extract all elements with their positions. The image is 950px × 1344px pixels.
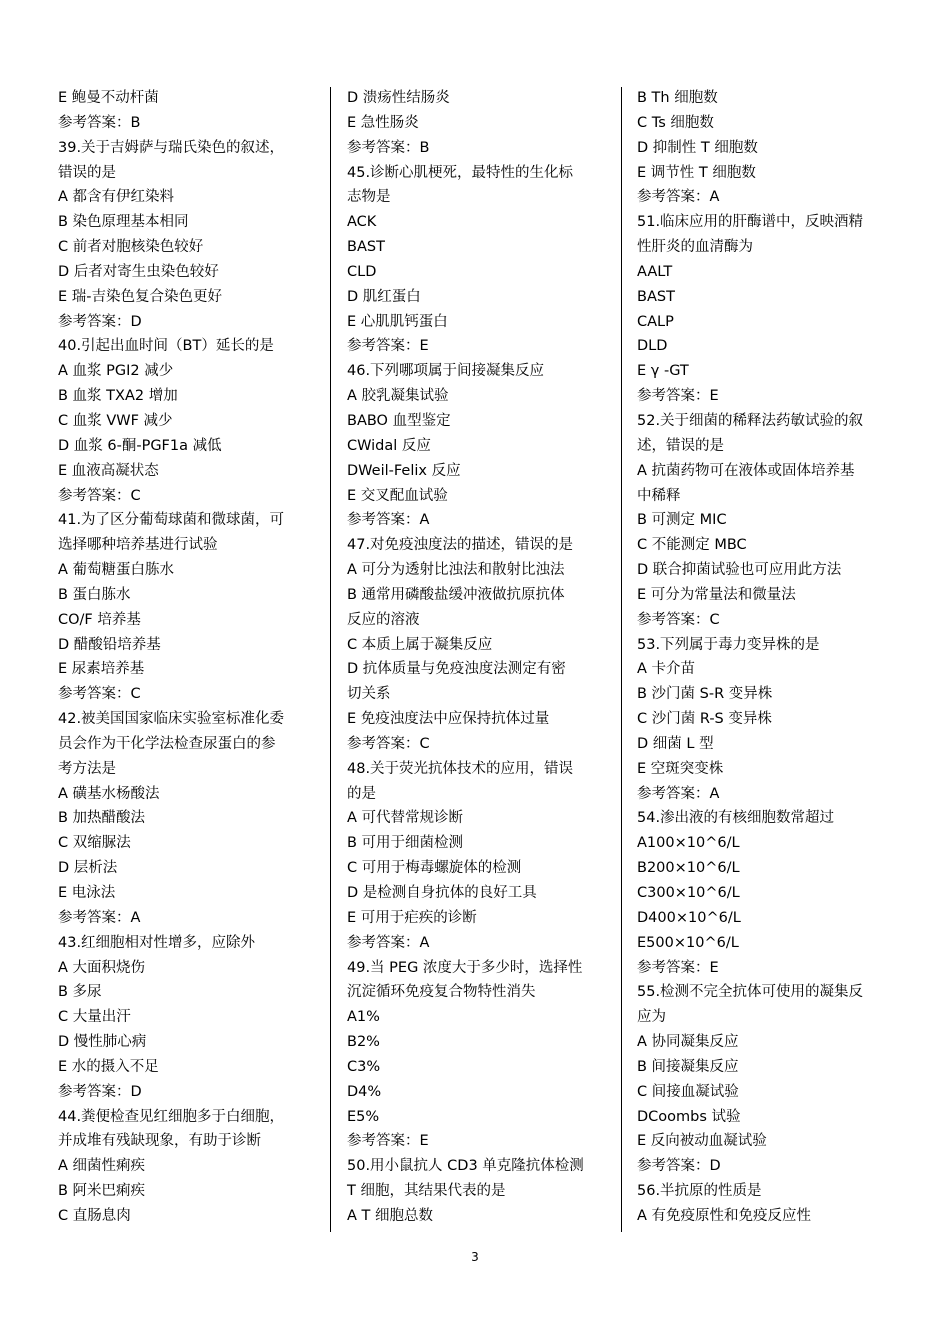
text-line: E 鲍曼不动杆菌 (58, 90, 159, 106)
text-line: C 可用于梅毒螺旋体的检测 (347, 860, 522, 877)
text-line: A 血浆 PGI2 减少 (58, 363, 174, 380)
text-line: E 反向被动血凝试验 (637, 1133, 767, 1150)
text-line: 41.为了区分葡萄球菌和微球菌，可 (58, 512, 285, 529)
text-line: A 细菌性痢疾 (58, 1158, 146, 1175)
text-line: 40.引起出血时间（BT）延长的是 (58, 338, 274, 355)
text-line: C 血浆 VWF 减少 (58, 412, 173, 429)
text-line: 参考答案：A (347, 934, 430, 951)
text-line: 参考答案：A (637, 189, 720, 206)
text-line: C 本质上属于凝集反应 (347, 636, 493, 653)
text-line: B2% (347, 1034, 380, 1051)
text-line: A 葡萄糖蛋白胨水 (58, 562, 175, 579)
text-line: 中稀释 (637, 487, 681, 504)
column-1 (58, 86, 320, 1229)
text-line: 性肝炎的血清酶为 (637, 239, 753, 256)
text-line: 45.诊断心肌梗死，最特性的生化标 (347, 164, 574, 181)
text-line: 选择哪种培养基进行试验 (58, 537, 218, 554)
text-line: E 急性肠炎 (347, 114, 419, 131)
text-line: B 多尿 (58, 984, 102, 1001)
text-line: 42.被美国国家临床实验室标准化委 (58, 711, 285, 728)
text-line: 参考答案：E (347, 1133, 429, 1150)
text-line: D 醋酸铅培养基 (58, 636, 161, 653)
text-line: T 细胞，其结果代表的是 (347, 1183, 506, 1200)
text-line: CLD (347, 263, 377, 280)
text-line: E 调节性 T 细胞数 (637, 164, 756, 181)
text-line: C 双缩脲法 (58, 835, 131, 852)
text-line: D400×10^6/L (637, 909, 741, 926)
text-line: E 尿素培养基 (58, 661, 145, 678)
text-line: 56.半抗原的性质是 (637, 1183, 762, 1200)
text-line: D 抗体质量与免疫浊度法测定有密 (347, 661, 566, 678)
text-line: D4% (347, 1083, 382, 1100)
text-line: E 心肌肌钙蛋白 (347, 313, 448, 330)
text-line: 50.用小鼠抗人 CD3 单克隆抗体检测 (347, 1158, 584, 1175)
text-line: D 后者对寄生虫染色较好 (58, 263, 219, 280)
text-line: 53.下列属于毒力变异株的是 (637, 636, 820, 653)
text-line: C Ts 细胞数 (637, 114, 714, 131)
text-line: D 细菌 L 型 (637, 735, 714, 752)
text-line: A 可代替常规诊断 (347, 810, 464, 827)
text-line: DLD (637, 338, 668, 355)
text-line: B 通常用磷酸盐缓冲液做抗原抗体 (347, 586, 565, 603)
text-line: 考方法是 (58, 760, 116, 777)
text-line: D 血浆 6-酮-PGF1a 减低 (58, 437, 222, 454)
text-line: 46.下列哪项属于间接凝集反应 (347, 363, 545, 380)
text-line: BAST (637, 288, 675, 305)
text-line: E 可用于疟疾的诊断 (347, 909, 477, 926)
text-line: ACK (347, 214, 377, 231)
text-line: DWeil-Felix 反应 (347, 462, 461, 479)
text-line: A 有免疫原性和免疫反应性 (637, 1207, 812, 1224)
text-line: A 磺基水杨酸法 (58, 785, 160, 802)
text-line: B 沙门菌 S-R 变异株 (637, 686, 773, 703)
text-line: 参考答案：E (637, 959, 719, 976)
text-line: A1% (347, 1009, 380, 1026)
column-divider (621, 87, 622, 1232)
text-line: E 电泳法 (58, 885, 116, 901)
text-line: 应为 (637, 1009, 666, 1026)
text-line: E γ -GT (637, 363, 689, 380)
text-line: 参考答案：E (637, 388, 719, 405)
text-line: 参考答案：C (347, 735, 430, 752)
text-line: 43.红细胞相对性增多，应除外 (58, 934, 256, 951)
text-line: E 交叉配血试验 (347, 487, 448, 504)
text-line: 39.关于吉姆萨与瑞氏染色的叙述， (58, 139, 285, 156)
text-line: 参考答案：C (58, 686, 141, 703)
text-line: D 层析法 (58, 860, 118, 877)
text-line: C 直肠息肉 (58, 1207, 131, 1224)
text-line: 47.对免疫浊度法的描述，错误的是 (347, 537, 574, 554)
text-line: 的是 (347, 785, 376, 802)
page-number: 3 (471, 1250, 479, 1264)
text-line: E 水的摄入不足 (58, 1058, 159, 1075)
text-line: A 卡介苗 (637, 661, 696, 678)
text-line: 参考答案：E (347, 338, 429, 355)
text-line: A 协同凝集反应 (637, 1034, 739, 1051)
column-2 (347, 86, 609, 1229)
column-3 (637, 86, 899, 1229)
text-line: 并成堆有残缺现象，有助于诊断 (58, 1133, 261, 1150)
text-line: 54.渗出液的有核细胞数常超过 (637, 810, 835, 827)
text-line: D 联合抑菌试验也可应用此方法 (637, 562, 842, 579)
text-line: CWidal 反应 (347, 437, 431, 454)
text-line: E500×10^6/L (637, 934, 739, 951)
text-line: CO/F 培养基 (58, 611, 141, 628)
text-line: 51.临床应用的肝酶谱中，反映酒精 (637, 214, 864, 231)
text-line: B 加热醋酸法 (58, 810, 146, 827)
text-line: E 可分为常量法和微量法 (637, 586, 796, 603)
text-line: 参考答案：D (637, 1158, 721, 1175)
text-line: 48.关于荧光抗体技术的应用，错误 (347, 760, 574, 777)
text-line: 参考答案：D (58, 1083, 142, 1100)
text-line: B 染色原理基本相同 (58, 214, 189, 231)
text-line: B 阿米巴痢疾 (58, 1183, 146, 1200)
text-line: 志物是 (347, 189, 391, 206)
text-line: 参考答案：A (58, 909, 141, 926)
text-line: 沉淀循环免疫复合物特性消失 (347, 984, 536, 1001)
text-line: 切关系 (347, 686, 391, 703)
text-line: B 间接凝集反应 (637, 1058, 739, 1075)
text-line: A 胶乳凝集试验 (347, 388, 449, 405)
text-line: 参考答案：C (637, 611, 720, 628)
text-line: 员会作为干化学法检查尿蛋白的参 (58, 735, 276, 752)
text-line: D 抑制性 T 细胞数 (637, 139, 758, 156)
text-line: DCoombs 试验 (637, 1108, 741, 1125)
text-line: 反应的溶液 (347, 611, 420, 628)
text-line: B200×10^6/L (637, 860, 740, 877)
text-line: D 慢性肺心病 (58, 1034, 147, 1051)
text-line: A 都含有伊红染料 (58, 189, 175, 206)
column-divider (330, 87, 331, 1232)
text-line: A 大面积烧伤 (58, 959, 146, 976)
text-line: C 沙门菌 R-S 变异株 (637, 711, 772, 728)
text-line: D 肌红蛋白 (347, 288, 421, 305)
text-line: 44.粪便检查见红细胞多于白细胞， (58, 1108, 285, 1125)
text-line: 错误的是 (58, 164, 116, 181)
text-line: 55.检测不完全抗体可使用的凝集反 (637, 984, 864, 1001)
text-line: AALT (637, 263, 673, 280)
text-line: BABO 血型鉴定 (347, 412, 451, 429)
text-line: 参考答案：B (58, 114, 141, 131)
text-line: C 前者对胞核染色较好 (58, 239, 204, 256)
text-line: A T 细胞总数 (347, 1207, 433, 1224)
text-line: B 血浆 TXA2 增加 (58, 388, 178, 405)
text-line: A 抗菌药物可在液体或固体培养基 (637, 462, 855, 479)
text-line: 参考答案：B (347, 139, 430, 156)
text-line: D 溃疡性结肠炎 (347, 90, 450, 106)
text-line: C300×10^6/L (637, 885, 740, 901)
text-line: E 瑞-吉染色复合染色更好 (58, 288, 223, 305)
text-line: BAST (347, 239, 385, 256)
text-line: B 可用于细菌检测 (347, 835, 464, 852)
text-line: 49.当 PEG 浓度大于多少时，选择性 (347, 959, 583, 976)
text-line: A100×10^6/L (637, 835, 740, 852)
text-line: CALP (637, 313, 674, 330)
text-line: A 可分为透射比浊法和散射比浊法 (347, 562, 565, 579)
text-line: D 是检测自身抗体的良好工具 (347, 885, 537, 901)
text-line: C 大量出汗 (58, 1009, 131, 1026)
text-line: B 蛋白胨水 (58, 586, 131, 603)
text-line: 述，错误的是 (637, 437, 724, 454)
text-line: E5% (347, 1108, 380, 1125)
text-line: E 免疫浊度法中应保持抗体过量 (347, 711, 550, 728)
text-line: E 血液高凝状态 (58, 462, 159, 479)
text-line: C 间接血凝试验 (637, 1083, 739, 1100)
text-line: 参考答案：C (58, 487, 141, 504)
text-line: C3% (347, 1058, 381, 1075)
text-line: 参考答案：D (58, 313, 142, 330)
text-line: 参考答案：A (347, 512, 430, 529)
text-line: B Th 细胞数 (637, 90, 718, 106)
text-line: E 空斑突变株 (637, 760, 724, 777)
text-line: B 可测定 MIC (637, 512, 727, 529)
text-line: 参考答案：A (637, 785, 720, 802)
text-line: C 不能测定 MBC (637, 537, 747, 554)
text-line: 52.关于细菌的稀释法药敏试验的叙 (637, 412, 864, 429)
